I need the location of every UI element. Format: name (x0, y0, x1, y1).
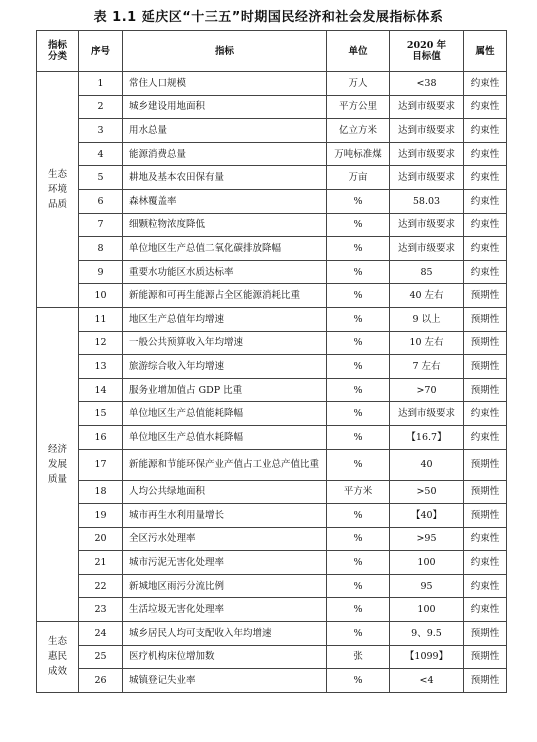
attribute-cell: 预期性 (464, 480, 507, 504)
seq-cell: 19 (79, 504, 123, 528)
table-row (37, 213, 507, 237)
table-row (37, 119, 507, 143)
unit-cell: % (327, 598, 390, 622)
target-cell: 7 左右 (390, 355, 464, 379)
indicator-cell: 森林覆盖率 (123, 189, 327, 213)
seq-cell: 18 (79, 480, 123, 504)
seq-cell: 8 (79, 237, 123, 261)
indicator-cell: 地区生产总值年均增速 (123, 307, 327, 331)
indicator-cell: 旅游综合收入年均增速 (123, 355, 327, 379)
target-cell: 100 (390, 598, 464, 622)
target-cell: 【1099】 (390, 645, 464, 669)
indicator-cell: 新能源和节能环保产业产值占工业总产值比重 (123, 449, 327, 480)
attribute-cell: 约束性 (464, 598, 507, 622)
header-indicator: 指标 (123, 31, 327, 72)
attribute-cell: 约束性 (464, 189, 507, 213)
table-row (37, 669, 507, 693)
attribute-cell: 预期性 (464, 645, 507, 669)
unit-cell: % (327, 260, 390, 284)
header-attribute: 属性 (464, 31, 507, 72)
target-cell: >50 (390, 480, 464, 504)
seq-cell: 20 (79, 527, 123, 551)
indicator-cell: 能源消费总量 (123, 142, 327, 166)
target-cell: 10 左右 (390, 331, 464, 355)
target-cell: >70 (390, 378, 464, 402)
unit-cell: % (327, 402, 390, 426)
target-cell: <38 (390, 72, 464, 96)
category-cell: 生态 惠民 成效 (37, 622, 79, 693)
indicator-cell: 全区污水处理率 (123, 527, 327, 551)
attribute-cell: 预期性 (464, 504, 507, 528)
attribute-cell: 预期性 (464, 307, 507, 331)
table-row (37, 284, 507, 308)
target-cell: 达到市级要求 (390, 402, 464, 426)
category-cell: 生态 环境 品质 (37, 72, 79, 308)
header-seq: 序号 (79, 31, 123, 72)
target-cell: 40 (390, 449, 464, 480)
indicator-cell: 城乡居民人均可支配收入年均增速 (123, 622, 327, 646)
unit-cell: % (327, 355, 390, 379)
attribute-cell: 约束性 (464, 260, 507, 284)
attribute-cell: 约束性 (464, 527, 507, 551)
indicator-cell: 常住人口规模 (123, 72, 327, 96)
unit-cell: % (327, 622, 390, 646)
indicator-cell: 城乡建设用地面积 (123, 95, 327, 119)
attribute-cell: 预期性 (464, 622, 507, 646)
table-title: 表 1.1 延庆区“十三五”时期国民经济和社会发展指标体系 (93, 10, 444, 25)
indicator-cell: 重要水功能区水质达标率 (123, 260, 327, 284)
seq-cell: 11 (79, 307, 123, 331)
target-cell: 85 (390, 260, 464, 284)
seq-cell: 24 (79, 622, 123, 646)
target-cell: 达到市级要求 (390, 119, 464, 143)
unit-cell: % (327, 189, 390, 213)
attribute-cell: 约束性 (464, 95, 507, 119)
target-cell: 【16.7】 (390, 425, 464, 449)
indicator-cell: 生活垃圾无害化处理率 (123, 598, 327, 622)
indicator-cell: 单位地区生产总值二氧化碳排放降幅 (123, 237, 327, 261)
table-row (37, 237, 507, 261)
header-unit: 单位 (327, 31, 390, 72)
unit-cell: % (327, 574, 390, 598)
target-cell: 58.03 (390, 189, 464, 213)
attribute-cell: 约束性 (464, 402, 507, 426)
header-row (37, 31, 507, 72)
target-cell: 达到市级要求 (390, 213, 464, 237)
unit-cell: 平方米 (327, 480, 390, 504)
header-category: 指标 分类 (37, 31, 79, 72)
target-cell: 达到市级要求 (390, 95, 464, 119)
header-target: 2020 年 目标值 (390, 31, 464, 72)
table-row (37, 189, 507, 213)
table-row (37, 355, 507, 379)
attribute-cell: 预期性 (464, 284, 507, 308)
target-cell: 达到市级要求 (390, 237, 464, 261)
table-row (37, 504, 507, 528)
seq-cell: 23 (79, 598, 123, 622)
indicator-cell: 用水总量 (123, 119, 327, 143)
attribute-cell: 约束性 (464, 237, 507, 261)
attribute-cell: 约束性 (464, 551, 507, 575)
table-row (37, 307, 507, 331)
target-cell: 【40】 (390, 504, 464, 528)
unit-cell: % (327, 449, 390, 480)
table-row (37, 72, 507, 96)
seq-cell: 15 (79, 402, 123, 426)
target-cell: 9 以上 (390, 307, 464, 331)
indicator-cell: 单位地区生产总值水耗降幅 (123, 425, 327, 449)
seq-cell: 9 (79, 260, 123, 284)
category-cell: 经济 发展 质量 (37, 307, 79, 621)
target-cell: 100 (390, 551, 464, 575)
table-row (37, 331, 507, 355)
seq-cell: 13 (79, 355, 123, 379)
target-cell: 达到市级要求 (390, 166, 464, 190)
target-cell: 95 (390, 574, 464, 598)
attribute-cell: 约束性 (464, 166, 507, 190)
table-body (37, 72, 507, 693)
table-row (37, 95, 507, 119)
table-row (37, 645, 507, 669)
seq-cell: 16 (79, 425, 123, 449)
indicator-cell: 单位地区生产总值能耗降幅 (123, 402, 327, 426)
seq-cell: 26 (79, 669, 123, 693)
unit-cell: % (327, 213, 390, 237)
indicator-cell: 城市污泥无害化处理率 (123, 551, 327, 575)
seq-cell: 14 (79, 378, 123, 402)
indicator-cell: 服务业增加值占 GDP 比重 (123, 378, 327, 402)
unit-cell: % (327, 504, 390, 528)
indicator-cell: 城镇登记失业率 (123, 669, 327, 693)
attribute-cell: 约束性 (464, 142, 507, 166)
unit-cell: % (327, 551, 390, 575)
table-row (37, 551, 507, 575)
table-row (37, 260, 507, 284)
target-cell: 9、9.5 (390, 622, 464, 646)
attribute-cell: 预期性 (464, 331, 507, 355)
seq-cell: 25 (79, 645, 123, 669)
target-cell: <4 (390, 669, 464, 693)
unit-cell: 万亩 (327, 166, 390, 190)
unit-cell: % (327, 669, 390, 693)
indicator-cell: 人均公共绿地面积 (123, 480, 327, 504)
attribute-cell: 预期性 (464, 355, 507, 379)
table-row (37, 142, 507, 166)
seq-cell: 2 (79, 95, 123, 119)
table-row (37, 166, 507, 190)
unit-cell: % (327, 527, 390, 551)
target-cell: 40 左右 (390, 284, 464, 308)
unit-cell: 平方公里 (327, 95, 390, 119)
attribute-cell: 预期性 (464, 669, 507, 693)
target-cell: >95 (390, 527, 464, 551)
seq-cell: 12 (79, 331, 123, 355)
table-row (37, 527, 507, 551)
target-cell: 达到市级要求 (390, 142, 464, 166)
indicator-cell: 耕地及基本农田保有量 (123, 166, 327, 190)
unit-cell: 张 (327, 645, 390, 669)
seq-cell: 22 (79, 574, 123, 598)
indicator-cell: 新城地区雨污分流比例 (123, 574, 327, 598)
unit-cell: 亿立方米 (327, 119, 390, 143)
unit-cell: 万吨标准煤 (327, 142, 390, 166)
seq-cell: 4 (79, 142, 123, 166)
seq-cell: 1 (79, 72, 123, 96)
seq-cell: 17 (79, 449, 123, 480)
indicator-cell: 医疗机构床位增加数 (123, 645, 327, 669)
seq-cell: 3 (79, 119, 123, 143)
attribute-cell: 约束性 (464, 574, 507, 598)
attribute-cell: 预期性 (464, 378, 507, 402)
seq-cell: 10 (79, 284, 123, 308)
table-row (37, 574, 507, 598)
table-row (37, 449, 507, 480)
attribute-cell: 约束性 (464, 119, 507, 143)
table-row (37, 598, 507, 622)
attribute-cell: 约束性 (464, 213, 507, 237)
attribute-cell: 预期性 (464, 449, 507, 480)
unit-cell: % (327, 425, 390, 449)
seq-cell: 21 (79, 551, 123, 575)
unit-cell: 万人 (327, 72, 390, 96)
indicator-cell: 新能源和可再生能源占全区能源消耗比重 (123, 284, 327, 308)
unit-cell: % (327, 307, 390, 331)
table-row (37, 480, 507, 504)
seq-cell: 6 (79, 189, 123, 213)
unit-cell: % (327, 237, 390, 261)
indicator-cell: 细颗粒物浓度降低 (123, 213, 327, 237)
indicator-cell: 城市再生水利用量增长 (123, 504, 327, 528)
table-row (37, 425, 507, 449)
table-row (37, 378, 507, 402)
indicator-cell: 一般公共预算收入年均增速 (123, 331, 327, 355)
seq-cell: 7 (79, 213, 123, 237)
unit-cell: % (327, 331, 390, 355)
unit-cell: % (327, 284, 390, 308)
indicator-table (36, 30, 507, 693)
attribute-cell: 约束性 (464, 72, 507, 96)
table-row (37, 402, 507, 426)
unit-cell: % (327, 378, 390, 402)
attribute-cell: 约束性 (464, 425, 507, 449)
table-row (37, 622, 507, 646)
seq-cell: 5 (79, 166, 123, 190)
